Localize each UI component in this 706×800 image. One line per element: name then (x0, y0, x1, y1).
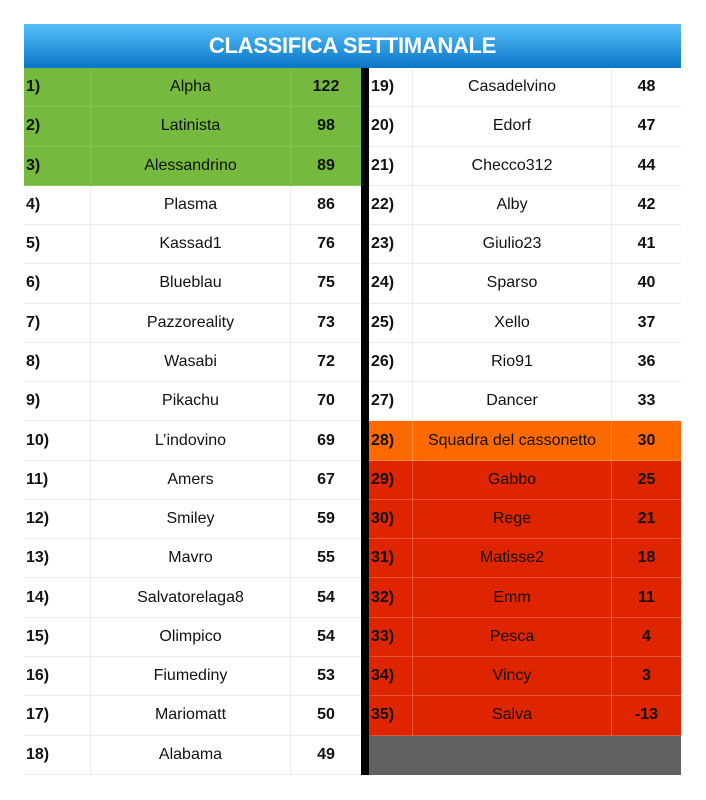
standings-row (369, 343, 681, 382)
standings-column-left (24, 68, 361, 775)
standings-row (369, 147, 681, 186)
points-cell: 36 (637, 352, 656, 370)
team-name-cell: Kassad1 (91, 225, 291, 263)
rank-cell: 17) (24, 696, 91, 734)
team-name-cell: Edorf (413, 107, 612, 145)
team-name-cell: Pazzoreality (91, 304, 291, 342)
team-name-cell: Alpha (91, 68, 291, 106)
rank-cell: 25) (369, 304, 413, 342)
team-name-cell: Alby (413, 186, 612, 224)
team-name-cell: Vincy (413, 657, 612, 695)
points-cell: 70 (317, 392, 335, 410)
standings-row (369, 657, 681, 696)
rank-cell: 20) (369, 107, 413, 145)
standings-table (24, 68, 681, 775)
rank-cell: 4) (24, 186, 91, 224)
standings-row (369, 68, 681, 107)
rank-cell: 23) (369, 225, 413, 263)
rank-cell: 34) (369, 657, 413, 695)
rank-cell: 8) (24, 343, 91, 381)
team-name-cell: Mavro (91, 539, 291, 577)
team-name-cell: Smiley (91, 500, 291, 538)
standings-column-right (369, 68, 681, 775)
standings-row (369, 107, 681, 146)
team-name-cell: Blueblau (91, 264, 291, 302)
standings-row (24, 304, 361, 343)
points-cell: 4 (642, 627, 651, 645)
rank-cell: 18) (24, 736, 91, 774)
points-cell: 54 (317, 627, 335, 645)
team-name-cell: Gabbo (413, 461, 612, 499)
points-cell: 25 (637, 470, 656, 488)
points-cell: 47 (637, 117, 656, 135)
standings-row (24, 264, 361, 303)
rank-cell: 24) (369, 264, 413, 302)
team-name-cell: Matisse2 (413, 539, 612, 577)
points-cell: 11 (638, 588, 655, 606)
rank-cell: 14) (24, 578, 91, 616)
standings-row (24, 618, 361, 657)
standings-row (369, 421, 681, 460)
points-cell: 30 (637, 431, 656, 449)
standings-board (24, 24, 681, 775)
rank-cell: 29) (369, 461, 413, 499)
rank-cell: 11) (24, 461, 91, 499)
team-name-cell: Alessandrino (91, 147, 291, 185)
rank-cell: 32) (369, 578, 413, 616)
standings-row (369, 539, 681, 578)
team-name-cell (413, 736, 612, 775)
rank-cell: 15) (24, 618, 91, 656)
points-cell: 73 (317, 313, 335, 331)
rank-cell: 12) (24, 500, 91, 538)
standings-row (369, 696, 681, 735)
rank-cell: 21) (369, 147, 413, 185)
team-name-cell: Salvatorelaga8 (91, 578, 291, 616)
rank-cell: 33) (369, 618, 413, 656)
points-cell: 75 (317, 274, 335, 292)
standings-row (369, 225, 681, 264)
standings-row (24, 421, 361, 460)
team-name-cell: Alabama (91, 736, 291, 774)
standings-row (24, 382, 361, 421)
points-cell: 54 (317, 588, 335, 606)
standings-row (24, 68, 361, 107)
team-name-cell: Squadra del cassonetto (413, 421, 612, 459)
points-cell: 48 (637, 78, 656, 96)
team-name-cell: Mariomatt (91, 696, 291, 734)
standings-row (24, 147, 361, 186)
team-name-cell: Emm (413, 578, 612, 616)
standings-row (24, 736, 361, 775)
points-cell: 59 (317, 510, 335, 528)
standings-row (24, 186, 361, 225)
points-cell: 86 (317, 195, 335, 213)
points-cell: 50 (317, 706, 335, 724)
points-cell: 122 (312, 78, 340, 96)
points-cell: 67 (317, 470, 335, 488)
standings-row (369, 264, 681, 303)
team-name-cell: Salva (413, 696, 612, 734)
rank-cell: 22) (369, 186, 413, 224)
standings-row (24, 696, 361, 735)
standings-row (369, 578, 681, 617)
points-cell: 49 (317, 745, 335, 763)
points-cell: 41 (637, 235, 656, 253)
team-name-cell: Checco312 (413, 147, 612, 185)
points-cell: 44 (637, 156, 656, 174)
team-name-cell: Olimpico (91, 618, 291, 656)
team-name-cell: Dancer (413, 382, 612, 420)
points-cell: 98 (317, 117, 335, 135)
title-text: CLASSIFICA SETTIMANALE (208, 33, 497, 58)
team-name-cell: Plasma (91, 186, 291, 224)
points-cell: 72 (317, 352, 335, 370)
team-name-cell: Giulio23 (413, 225, 612, 263)
standings-row (24, 500, 361, 539)
rank-cell: 26) (369, 343, 413, 381)
standings-row (369, 500, 681, 539)
points-cell: 40 (637, 274, 656, 292)
team-name-cell: Pikachu (91, 382, 291, 420)
rank-cell: 2) (24, 107, 91, 145)
points-cell: -13 (634, 706, 659, 724)
points-cell: 89 (317, 156, 335, 174)
rank-cell: 13) (24, 539, 91, 577)
empty-row (369, 736, 681, 775)
standings-row (369, 618, 681, 657)
standings-row (369, 382, 681, 421)
team-name-cell: Casadelvino (413, 68, 612, 106)
team-name-cell: Wasabi (91, 343, 291, 381)
points-cell: 21 (637, 510, 656, 528)
team-name-cell: Rio91 (413, 343, 612, 381)
standings-row (24, 657, 361, 696)
rank-cell: 9) (24, 382, 91, 420)
standings-row (24, 578, 361, 617)
points-cell: 42 (637, 195, 656, 213)
standings-title (24, 24, 681, 68)
points-cell: 69 (317, 431, 335, 449)
points-cell: 18 (637, 549, 656, 567)
team-name-cell: Latinista (91, 107, 291, 145)
standings-row (24, 461, 361, 500)
team-name-cell: Sparso (413, 264, 612, 302)
team-name-cell: Pesca (413, 618, 612, 656)
standings-row (369, 186, 681, 225)
points-cell: 33 (637, 392, 656, 410)
rank-cell: 5) (24, 225, 91, 263)
points-cell: 37 (637, 313, 656, 331)
standings-row (369, 461, 681, 500)
rank-cell: 3) (24, 147, 91, 185)
rank-cell: 27) (369, 382, 413, 420)
rank-cell: 19) (369, 68, 413, 106)
rank-cell: 28) (369, 421, 413, 459)
standings-row (24, 343, 361, 382)
standings-row (24, 225, 361, 264)
team-name-cell: L’indovino (91, 421, 291, 459)
team-name-cell: Xello (413, 304, 612, 342)
standings-row (24, 539, 361, 578)
points-cell: 55 (317, 549, 335, 567)
rank-cell: 16) (24, 657, 91, 695)
points-cell (612, 736, 681, 775)
team-name-cell: Fiumediny (91, 657, 291, 695)
rank-cell: 31) (369, 539, 413, 577)
rank-cell: 30) (369, 500, 413, 538)
rank-cell: 1) (24, 68, 91, 106)
rank-cell: 35) (369, 696, 413, 734)
rank-cell (369, 736, 413, 775)
rank-cell: 6) (24, 264, 91, 302)
rank-cell: 7) (24, 304, 91, 342)
column-separator (361, 68, 369, 775)
team-name-cell: Amers (91, 461, 291, 499)
points-cell: 3 (642, 667, 651, 685)
standings-row (24, 107, 361, 146)
points-cell: 76 (317, 235, 335, 253)
rank-cell: 10) (24, 421, 91, 459)
points-cell: 53 (317, 667, 335, 685)
team-name-cell: Rege (413, 500, 612, 538)
standings-row (369, 304, 681, 343)
